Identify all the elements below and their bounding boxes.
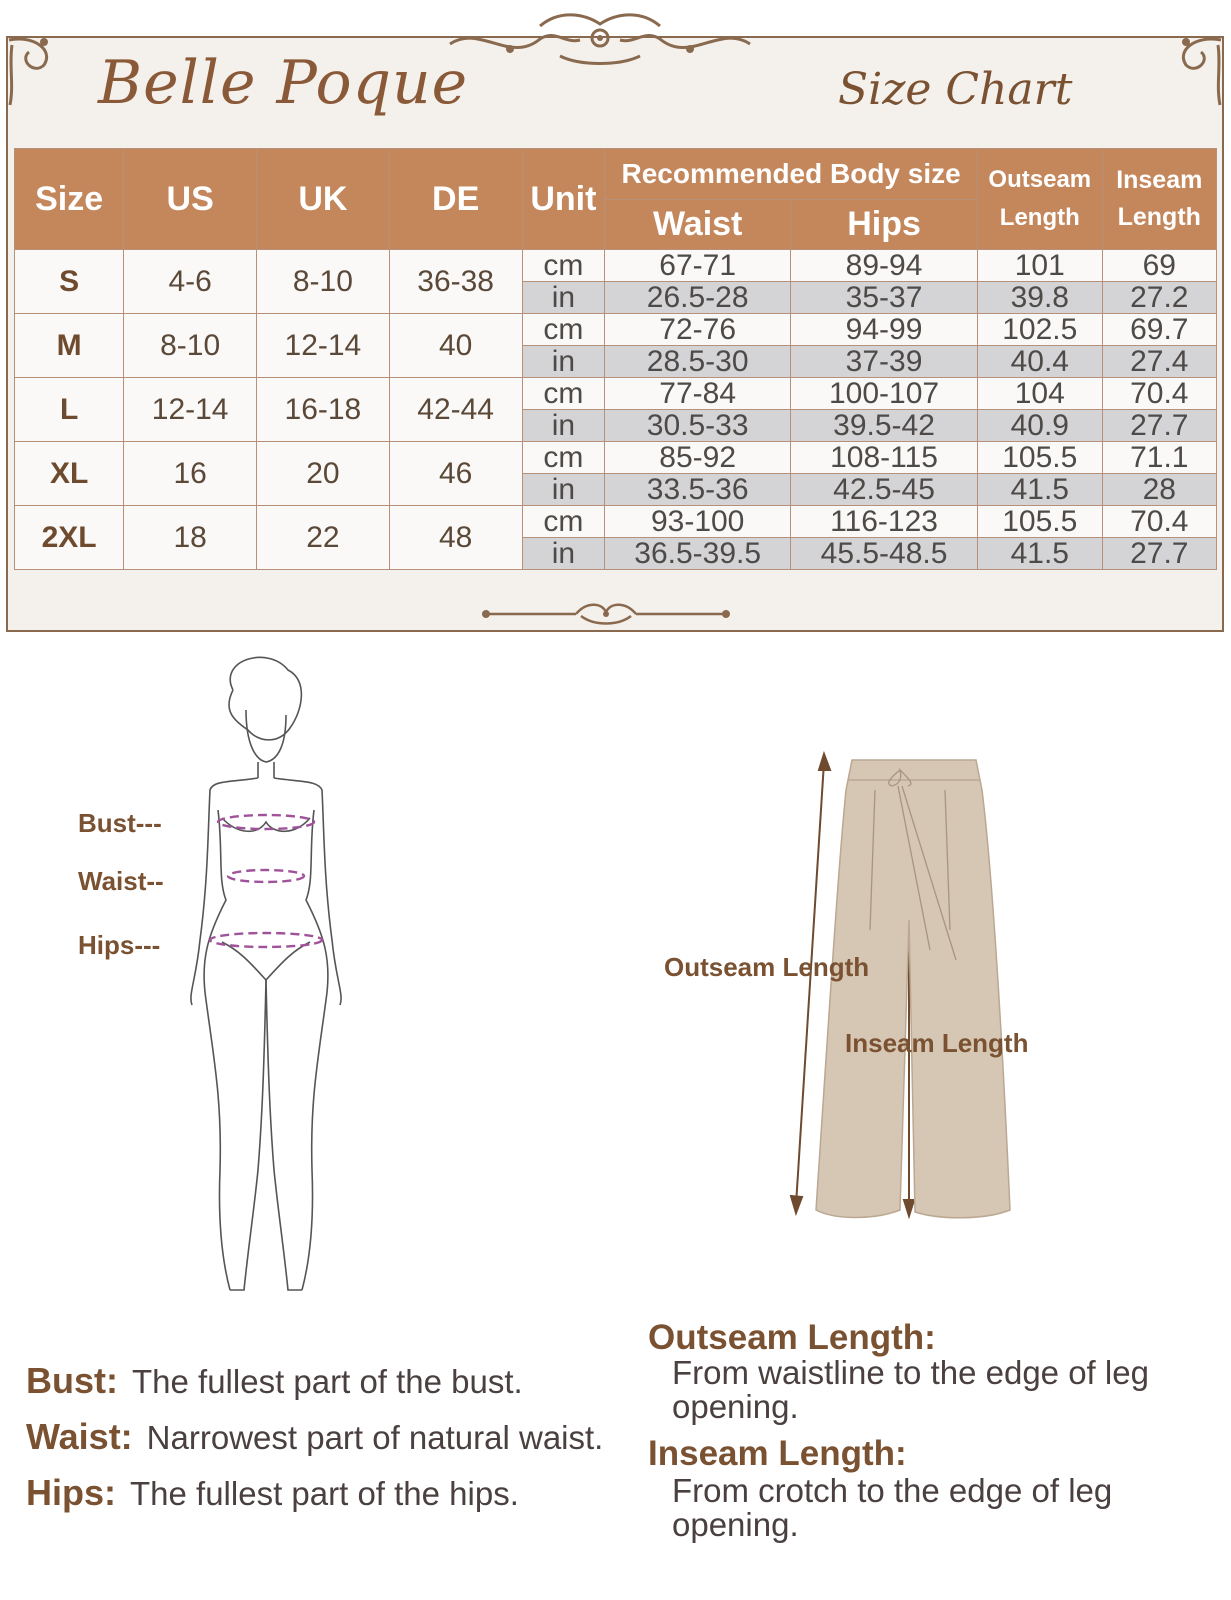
waist-cm-cell: 93-100 [605,506,791,538]
outseam-cm-cell: 102.5 [977,314,1102,346]
outseam-in-cell: 41.5 [977,538,1102,570]
header-unit: Unit [522,149,605,250]
outseam-cm-cell: 105.5 [977,506,1102,538]
uk-size-cell: 12-14 [257,314,390,378]
left-corner-ornament [4,30,64,110]
size-label-cell: XL [15,442,124,506]
de-size-cell: 42-44 [389,378,522,442]
header-size: Size [15,149,124,250]
unit-in-cell: in [522,282,605,314]
hips-term: Hips: [26,1472,116,1513]
outseam-in-cell: 40.9 [977,410,1102,442]
us-size-cell: 8-10 [124,314,257,378]
bottom-divider-ornament [476,596,736,630]
waist-cm-cell: 72-76 [605,314,791,346]
uk-size-cell: 8-10 [257,250,390,314]
header-waist: Waist [605,200,791,250]
waist-in-cell: 28.5-30 [605,346,791,378]
hips-in-cell: 37-39 [791,346,978,378]
hips-text: The fullest part of the hips. [130,1475,519,1512]
size-label-cell: S [15,250,124,314]
hips-cm-cell: 100-107 [791,378,978,410]
outseam-in-cell: 39.8 [977,282,1102,314]
unit-in-cell: in [522,346,605,378]
inseam-cm-cell: 70.4 [1102,378,1216,410]
unit-cm-cell: cm [522,442,605,474]
figure-waist-label: Waist-- [78,866,164,896]
header-us: US [124,149,257,250]
uk-size-cell: 16-18 [257,378,390,442]
unit-in-cell: in [522,410,605,442]
unit-in-cell: in [522,474,605,506]
size-rows [15,250,1217,570]
inseam-cm-cell: 69.7 [1102,314,1216,346]
size-row-cm [15,378,1217,410]
uk-size-cell: 20 [257,442,390,506]
hips-cm-cell: 116-123 [791,506,978,538]
outseam-title: Outseam Length: [648,1318,936,1357]
body-figure-illustration [178,650,348,1300]
waist-in-cell: 33.5-36 [605,474,791,506]
header-uk: UK [257,149,390,250]
header-inseam-line2: Length [1117,203,1201,231]
hips-cm-cell: 94-99 [791,314,978,346]
us-size-cell: 12-14 [124,378,257,442]
unit-cm-cell: cm [522,378,605,410]
hips-cm-cell: 108-115 [791,442,978,474]
size-row-cm [15,314,1217,346]
de-size-cell: 36-38 [389,250,522,314]
inseam-in-cell: 27.4 [1102,346,1216,378]
inseam-title: Inseam Length: [648,1434,907,1473]
unit-cm-cell: cm [522,506,605,538]
figure-hips-label: Hips--- [78,930,161,960]
inseam-in-cell: 27.2 [1102,282,1216,314]
waist-cm-cell: 67-71 [605,250,791,282]
size-table [14,148,1217,570]
hips-in-cell: 39.5-42 [791,410,978,442]
waist-term: Waist: [26,1416,133,1457]
bust-description [26,1360,523,1402]
bust-text: The fullest part of the bust. [132,1363,523,1400]
size-label-cell: M [15,314,124,378]
waist-in-cell: 26.5-28 [605,282,791,314]
waist-description [26,1416,603,1458]
waist-in-cell: 30.5-33 [605,410,791,442]
waist-text: Narrowest part of natural waist. [146,1419,604,1456]
inseam-in-cell: 27.7 [1102,410,1216,442]
hips-in-cell: 35-37 [791,282,978,314]
waist-cm-cell: 77-84 [605,378,791,410]
size-label-cell: L [15,378,124,442]
bust-term: Bust: [26,1360,118,1401]
us-size-cell: 4-6 [124,250,257,314]
inseam-cm-cell: 70.4 [1102,506,1216,538]
us-size-cell: 18 [124,506,257,570]
brand-logo: Belle Poque [98,48,469,118]
pants-illustration [780,750,1030,1230]
hips-in-cell: 42.5-45 [791,474,978,506]
size-row-cm [15,250,1217,282]
outseam-cm-cell: 104 [977,378,1102,410]
de-size-cell: 46 [389,442,522,506]
header-outseam-length [977,149,1102,250]
outseam-text: From waistline to the edge of leg opening. [672,1354,1149,1425]
header-de: DE [389,149,522,250]
unit-cm-cell: cm [522,314,605,346]
header-outseam-line2: Length [999,204,1080,231]
size-row-cm [15,442,1217,474]
top-flourish-ornament [440,4,760,74]
unit-in-cell: in [522,538,605,570]
waist-in-cell: 36.5-39.5 [605,538,791,570]
inseam-cm-cell: 71.1 [1102,442,1216,474]
header-outseam-line1: Outseam [988,166,1092,193]
uk-size-cell: 22 [257,506,390,570]
waist-cm-cell: 85-92 [605,442,791,474]
header-hips: Hips [791,200,978,250]
pants-outseam-label: Outseam Length [664,952,870,982]
inseam-text: From crotch to the edge of leg opening. [672,1472,1113,1543]
chart-title: Size Chart [838,64,1073,115]
header-inseam-line1: Inseam [1116,166,1203,194]
hips-description [26,1472,519,1514]
right-corner-ornament [1166,30,1226,110]
outseam-in-cell: 41.5 [977,474,1102,506]
unit-cm-cell: cm [522,250,605,282]
figure-bust-label: Bust--- [78,808,162,838]
pants-inseam-label: Inseam Length [845,1028,1029,1058]
outseam-in-cell: 40.4 [977,346,1102,378]
hips-cm-cell: 89-94 [791,250,978,282]
header-recommended-body-size: Recommended Body size [605,149,978,200]
us-size-cell: 16 [124,442,257,506]
size-label-cell: 2XL [15,506,124,570]
hips-in-cell: 45.5-48.5 [791,538,978,570]
de-size-cell: 48 [389,506,522,570]
header-inseam-length [1102,149,1216,250]
outseam-cm-cell: 101 [977,250,1102,282]
size-row-cm [15,506,1217,538]
inseam-in-cell: 27.7 [1102,538,1216,570]
inseam-cm-cell: 69 [1102,250,1216,282]
de-size-cell: 40 [389,314,522,378]
inseam-in-cell: 28 [1102,474,1216,506]
outseam-cm-cell: 105.5 [977,442,1102,474]
